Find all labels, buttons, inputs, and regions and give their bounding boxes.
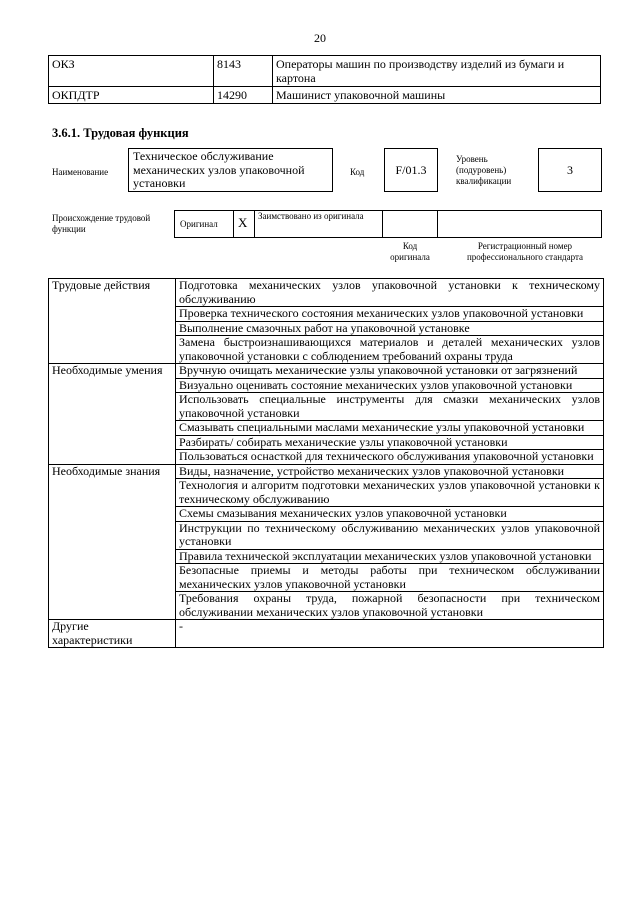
table-row xyxy=(49,56,601,87)
function-code: F/01.3 xyxy=(384,148,438,192)
code-value: 14290 xyxy=(214,87,273,104)
knowledge-item: Схемы смазывания механических узлов упаковочной установки xyxy=(176,507,604,522)
code-system: ОКПДТР xyxy=(49,87,214,104)
function-details-table xyxy=(48,278,604,648)
skill-item: Пользоваться оснасткой для технического обслуживания упаковочной установки xyxy=(176,450,604,465)
code-label: Код xyxy=(350,167,365,177)
table-row xyxy=(49,364,604,379)
skill-item: Использовать специальные инструменты для смазки механических узлов упаковочной установки xyxy=(176,393,604,421)
skills-label: Необходимые умения xyxy=(49,364,176,465)
page-number: 20 xyxy=(314,31,326,45)
skill-item: Смазывать специальными маслами механические узлы упаковочной установки xyxy=(176,421,604,436)
level-value: 3 xyxy=(538,148,602,192)
original-mark: X xyxy=(238,215,248,230)
code-original-label: Код оригинала xyxy=(390,241,430,262)
function-name: Техническое обслуживание механических узлов упаковочной установки xyxy=(128,148,333,192)
work-action-item: Подготовка механических узлов упаковочной установки к техническому обслуживанию xyxy=(176,279,604,307)
other-value: - xyxy=(176,620,604,648)
table-row xyxy=(49,620,604,648)
skill-item: Разбирать/ собирать механические узлы упаковочной установки xyxy=(176,435,604,450)
origin-label: Происхождение трудовой функции xyxy=(52,213,151,234)
skill-item: Вручную очищать механические узлы упаковочной установки от загрязнений xyxy=(176,364,604,379)
work-action-item: Выполнение смазочных работ на упаковочной установке xyxy=(176,321,604,336)
work-action-item: Проверка технического состояния механических узлов упаковочной установки xyxy=(176,307,604,322)
section-title: 3.6.1. Трудовая функция xyxy=(52,126,189,140)
table-row xyxy=(49,279,604,307)
knowledge-label: Необходимые знания xyxy=(49,464,176,620)
table-row xyxy=(49,464,604,479)
code-name: Операторы машин по производству изделий из бумаги и картона xyxy=(273,56,601,87)
knowledge-item: Безопасные приемы и методы работы при техническом обслуживании механических узлов упаковочной установки xyxy=(176,564,604,592)
other-label: Другие характеристики xyxy=(49,620,176,648)
table-row xyxy=(49,87,601,104)
level-label: Уровень (подуровень) квалификации xyxy=(456,154,512,186)
code-name: Машинист упаковочной машины xyxy=(273,87,601,104)
name-label: Наименование xyxy=(52,167,109,177)
knowledge-item: Инструкции по техническому обслуживанию механических узлов упаковочной установки xyxy=(176,521,604,549)
skill-item: Визуально оценивать состояние механических узлов упаковочной установки xyxy=(176,378,604,393)
knowledge-item: Виды, назначение, устройство механических узлов упаковочной установки xyxy=(176,464,604,479)
work-action-item: Замена быстроизнашивающихся материалов и деталей механических узлов упаковочной установки с соблюдением требований охраны труда xyxy=(176,336,604,364)
code-system: ОКЗ xyxy=(49,56,214,87)
codes-table xyxy=(48,55,601,104)
knowledge-item: Правила технической эксплуатации механических узлов упаковочной установки xyxy=(176,549,604,564)
code-value: 8143 xyxy=(214,56,273,87)
knowledge-item: Технология и алгоритм подготовки механических узлов упаковочной установки к техническому обслуживанию xyxy=(176,479,604,507)
borrowed-label: Заимствовано из оригинала xyxy=(258,211,364,221)
work-actions-label: Трудовые действия xyxy=(49,279,176,364)
original-label: Оригинал xyxy=(180,219,218,229)
knowledge-item: Требования охраны труда, пожарной безопасности при техническом обслуживании механических узлов упаковочной установки xyxy=(176,592,604,620)
reg-number-label: Регистрационный номер профессионального стандарта xyxy=(466,241,584,262)
